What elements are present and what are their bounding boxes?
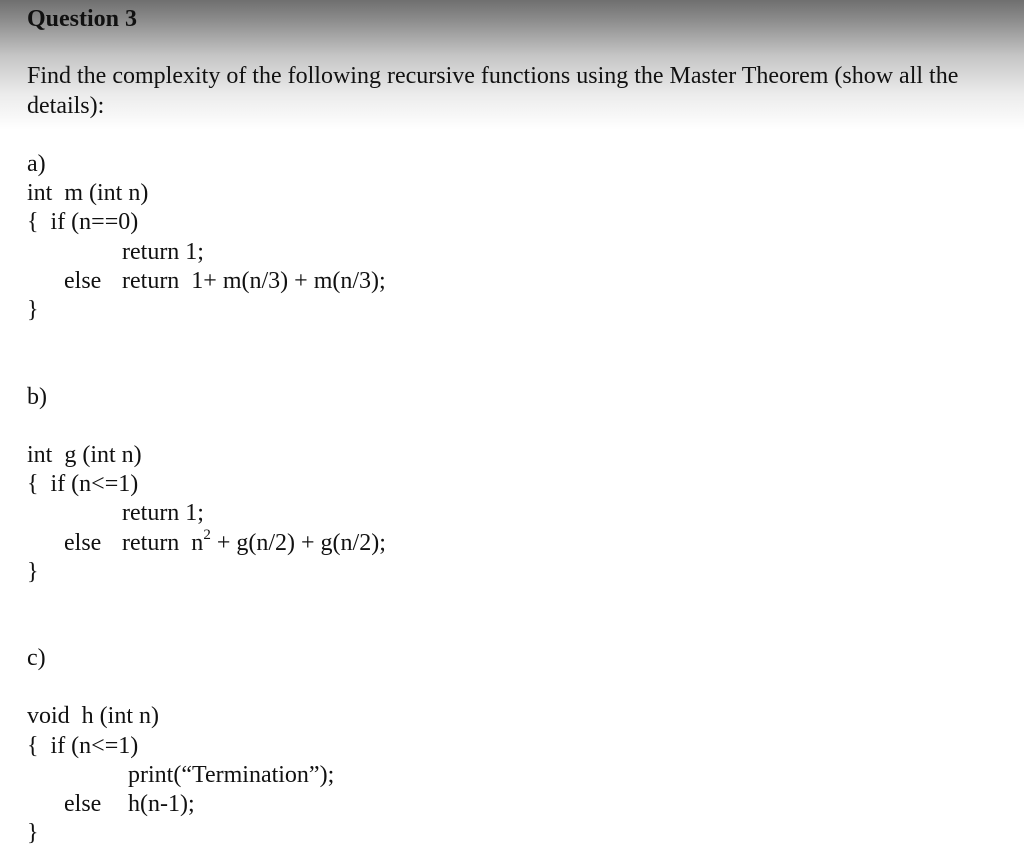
part-a-else-body: return 1+ m(n/3) + m(n/3); (122, 268, 386, 294)
part-a-signature: int m (int n) (27, 180, 149, 206)
part-b-else-body-post: + g(n/2) + g(n/2); (210, 530, 386, 556)
part-a-label: a) (27, 151, 46, 177)
question-title: Question 3 (27, 6, 138, 32)
part-c-else-keyword: else (64, 791, 102, 817)
instructions-line-1: Find the complexity of the following recursive functions using the Master Theorem (show all the (27, 63, 959, 89)
part-b-exponent: 2 (203, 527, 211, 543)
part-c-close-brace: } (27, 820, 39, 846)
part-b-return-line: return 1; (122, 500, 204, 526)
part-a-return-line: return 1; (122, 239, 204, 265)
part-b-label: b) (27, 384, 47, 410)
part-a-if-line: { if (n==0) (27, 209, 139, 235)
part-c-else-body: h(n-1); (128, 791, 195, 817)
part-b-signature: int g (int n) (27, 442, 142, 468)
part-b-close-brace: } (27, 559, 39, 585)
part-a-close-brace: } (27, 297, 39, 323)
part-c-print-line: print(“Termination”); (128, 762, 335, 788)
part-b-if-line: { if (n<=1) (27, 471, 139, 497)
part-b-else-keyword: else (64, 530, 102, 556)
part-c-label: c) (27, 645, 46, 671)
part-b-else-body (122, 527, 386, 556)
part-c-signature: void h (int n) (27, 703, 159, 729)
instructions-line-2: details): (27, 93, 105, 119)
part-b-else-body-pre: return n (122, 530, 204, 556)
part-c-if-line: { if (n<=1) (27, 733, 139, 759)
part-a-else-keyword: else (64, 268, 102, 294)
